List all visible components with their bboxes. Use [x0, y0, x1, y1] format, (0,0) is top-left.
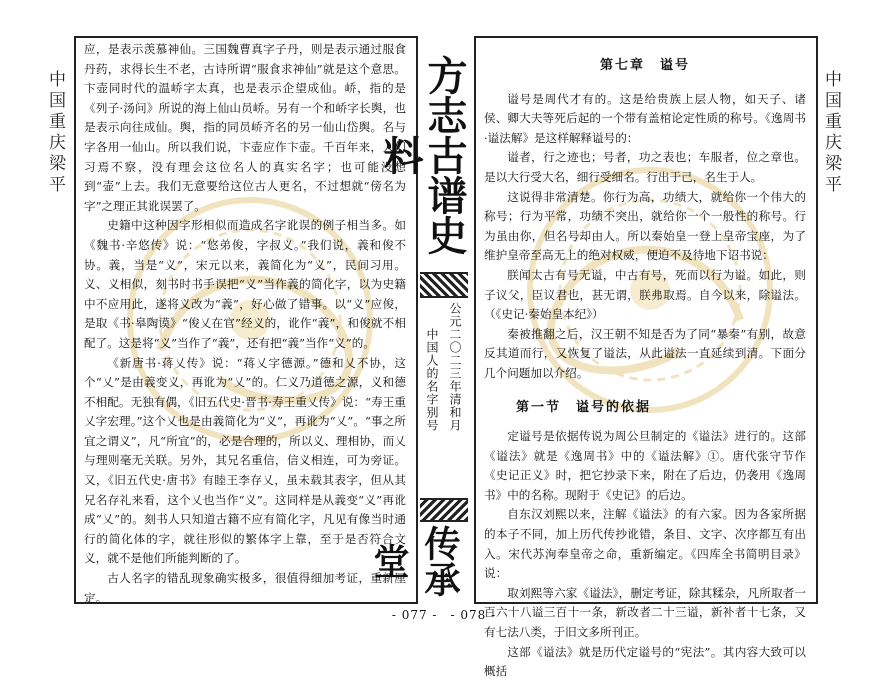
- right-quote: 谥者，行之迹也；号者，功之表也；车服者，位之章也。是以大行受大名，细行受细名。行出于己，名生于人。: [484, 150, 806, 184]
- spine-publisher: 传承堂: [368, 525, 461, 597]
- right-paragraph: 自东汉刘熙以来，注解《谥法》的有六家。因为各家所据的本子不同，加上历代传抄讹错，条目、文字、次序都互有出入。宋代苏洵奉皇帝之命，重新编定。《四库全书简明目录》说：: [484, 507, 806, 581]
- right-page-text: [484, 40, 806, 682]
- section-title: 第一节 谥号的依据: [516, 399, 652, 415]
- chapter-title: 第七章 谥号: [599, 58, 690, 73]
- right-paragraph: 这说得非常清楚。你行为高，功绩大，就给你一个伟大的称号；行为平常，功绩不突出，就给你一个一般性的称号。行为虽由你，但名号却由人。所以秦始皇一登上皇帝宝座，为了维护皇帝至高无上的绝对权威，便迫不及待地下诏书说：: [484, 189, 806, 263]
- right-paragraph: 定谥号是依据传说为周公旦制定的《谥法》进行的。这部《谥法》就是《逸周书》中的《谥法解》①。唐代张守节作《史记正义》时，把它抄录下来，附在了后边，仍袭用《逸周书》中的名称。现附于《史记》的后边。: [484, 429, 806, 502]
- right-quote: 取刘熙等六家《谥法》，删定考证，除其糅杂，凡所取者一百六十八谥三百十一条，新改者二十三谥，新补者十七条，又有七法八类，于旧文多所刊正。: [484, 585, 806, 640]
- page-numbers: - 077 - - 078 -: [391, 608, 497, 622]
- left-page-text: [84, 40, 406, 608]
- book-spine: [368, 36, 472, 602]
- spine-chapter-name: 中国人的名字别号: [425, 328, 439, 432]
- right-paragraph: 谥号是周代才有的。这是给贵族上层人物，如天子、诸侯、卿大夫等死后起的一个带有盖棺论定性质的称号。《逸周书·谥法解》是这样解释谥号的：: [484, 91, 806, 145]
- left-paragraph: 古人名字的错乱现象确实极多，很值得细加考证，重新厘定。: [84, 571, 406, 605]
- spine-ornament-bar-bottom: [420, 498, 468, 522]
- left-paragraph: 《新唐书·蒋乂传》说：“蒋乂字德源。”德和乂不协，这个“乂”是由義变义，再讹为“乂”的。仁义乃道德之源，义和德不相配。无独有偶，《旧五代史·晋书·寿王重乂传》说：“寿王重乂字宏理。”这个乂也是由義简化为“义”，再讹为“乂”。“事之所宜之谓义”，凡“所宜”的，必是合理的，所以义、理相协，而乂与理则毫无关联。另外，其兄名重信，信义相连，可为旁证。又，《旧五代史·唐书》有睦王李存乂，虽未载其表字，但从其兄名存礼来看，这个乂也当作“义”。这同样是从義变“义”再讹成“乂”的。刻书人只知道古籍不应有简化字，凡见有像当时通行的简化体的字，就往形似的繁体字上靠，至于是否符合文义，就不是他们所能判断的了。: [84, 355, 406, 566]
- spine-subtitles: [422, 298, 466, 498]
- side-text-right: 中国重庆梁平: [821, 70, 841, 196]
- spine-ornament-bar: [420, 272, 468, 298]
- left-paragraph: 史籍中这种因字形相似而造成名字讹误的例子相当多。如《魏书·辛悠传》说：“悠弟俊，字叔义。”我们说，義和俊不协。義，当是“义”，宋元以来，義简化为“义”，民间习用。义、义相似，刻书时书手误把“义”当作義的简化字，以为史籍中不应用此，遂将义改为“義”，好心做了错事。以“义”应俊，是取《书·皋陶谟》“俊乂在官”经义的，讹作“義”，和俊就不相配了。这是将“义”当作了“義”，还有把“義”当作“义”的。: [84, 218, 406, 350]
- right-quote: 朕闻太古有号无谥，中古有号，死而以行为谥。如此，则子议父，臣议君也，甚无谓，朕弗取焉。自今以来，除谥法。（《史记·秦始皇本纪》）: [484, 267, 806, 322]
- spine-date: 公元二〇二三年清和月: [448, 302, 462, 432]
- spine-title: 方志古谱史料: [377, 55, 468, 255]
- right-paragraph: 秦被推翻之后，汉王朝不知是否为了同“暴秦”有别，故意反其道而行，又恢复了谥法，从此谥法一直延续到清。下面分几个问题加以介绍。: [484, 326, 806, 380]
- side-text-left: 中国重庆梁平: [45, 70, 65, 196]
- left-paragraph: 应，是表示羡慕神仙。三国魏曹真字子丹，则是表示通过服食丹药，求得长生不老，古诗所谓“服食求神仙”就是这个意思。卞壶同时代的温峤字太真，也是表示企望成仙。峤，指的是《列子·汤问》所说的海上仙山员峤。另有一个和峤字长舆，也是表示向往成仙。舆，指的同员峤齐名的另一仙山岱舆。名与字各用一仙山。所以我们说，卞壶应作卞壶。千百年来，人们习焉不察，没有理会这位名人的真实名字；也可能没想到“壶”上去。我们无意要给这位古人更名，不过想就“傍名为字”之理正其讹误罢了。: [84, 42, 406, 213]
- right-paragraph: 这部《谥法》就是历代定谥号的“宪法”。其内容大致可以概括: [484, 644, 806, 679]
